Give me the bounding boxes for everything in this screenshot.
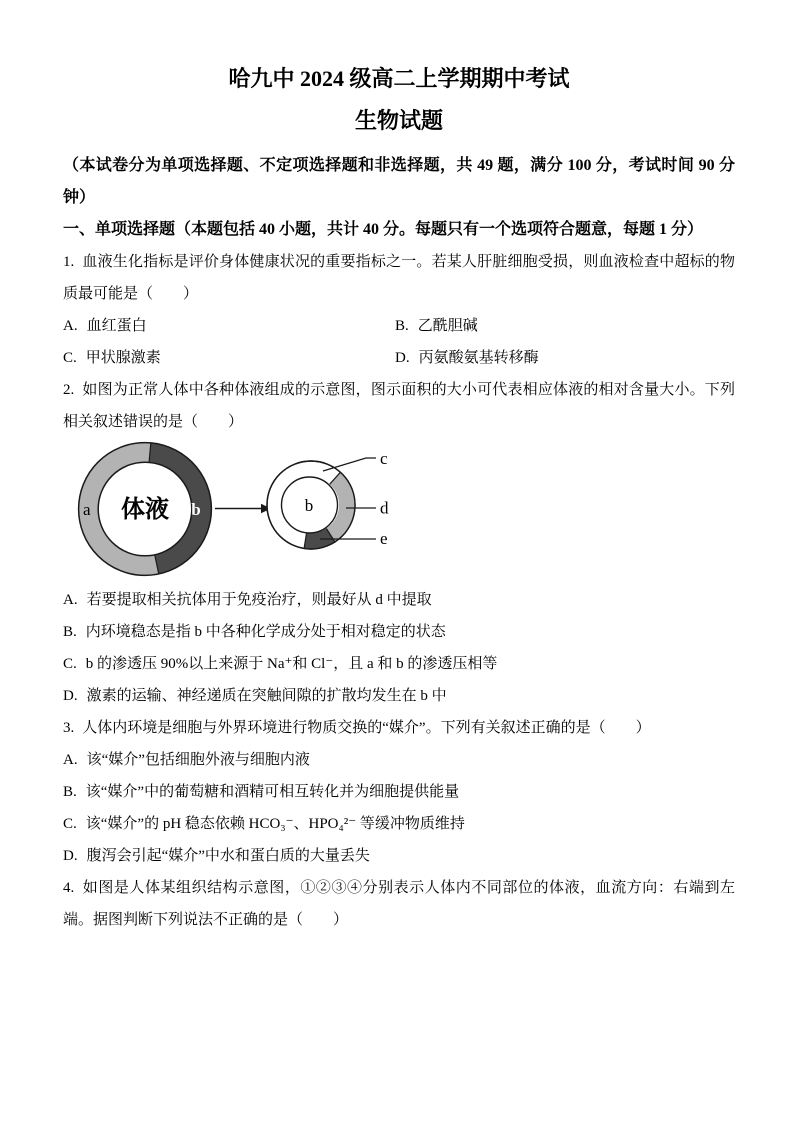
option-label: C.: [63, 816, 77, 832]
right-ring-dark-segment-e: [305, 535, 330, 541]
question-1-text: 血液生化指标是评价身体健康状况的重要指标之一。若某人肝脏细胞受损，则血液检查中超标的物质最可能是（ ）: [63, 254, 735, 302]
option-text: 内环境稳态是指 b 中各种化学成分处于相对稳定的状态: [85, 624, 446, 640]
question-2-stem: [63, 374, 735, 438]
left-ring-group: [79, 443, 212, 576]
option-label: B.: [63, 624, 77, 640]
question-1-option-c: [63, 342, 395, 374]
exam-title: 哈九中 2024 级高二上学期期中考试: [228, 66, 570, 91]
question-2-option-c: [63, 648, 735, 680]
question-3-option-c: [63, 808, 735, 840]
question-1-options-row-1: [63, 310, 735, 342]
question-1-option-b: [395, 310, 735, 342]
option-text: 腹泻会引起“媒介”中水和蛋白质的大量丢失: [86, 848, 370, 864]
question-2-option-b: [63, 616, 735, 648]
left-ring-label-a: a: [83, 500, 91, 519]
option-text: 该“媒介”中的葡萄糖和酒精可相互转化并为细胞提供能量: [85, 784, 460, 800]
question-4-stem: [63, 872, 735, 936]
left-ring-label-b: b: [191, 500, 201, 519]
option-label: B.: [395, 318, 409, 334]
question-3-option-d: [63, 840, 735, 872]
option-label: A.: [63, 752, 78, 768]
question-2-option-d: [63, 680, 735, 712]
option-text: 乙酰胆碱: [417, 318, 478, 334]
leader-line-c: [323, 458, 376, 471]
question-1-option-d: [395, 342, 735, 374]
option-text: 若要提取相关抗体用于免疫治疗，则最好从 d 中提取: [86, 592, 432, 608]
question-1-stem: [63, 246, 735, 310]
option-label: A.: [63, 592, 78, 608]
option-label: D.: [395, 350, 410, 366]
option-text: 丙氨酸氨基转移酶: [418, 350, 539, 366]
body-fluid-diagram: [63, 438, 735, 584]
question-3-stem: [63, 712, 735, 744]
question-1-number: 1.: [63, 254, 75, 270]
right-ring-label-c: c: [380, 449, 388, 468]
option-text: 激素的运输、神经递质在突触间隙的扩散均发生在 b 中: [86, 688, 447, 704]
option-text: 该“媒介”的 pH 稳态依赖 HCO₃⁻、HPO₄²⁻ 等缓冲物质维持: [85, 816, 465, 832]
option-label: D.: [63, 848, 78, 864]
right-ring-center-label: b: [304, 496, 314, 515]
question-1-option-a: [63, 310, 395, 342]
question-3-option-a: [63, 744, 735, 776]
question-3-number: 3.: [63, 720, 75, 736]
option-text: 甲状腺激素: [85, 350, 161, 366]
arrow-icon: [215, 504, 271, 513]
question-1-options-row-2: [63, 342, 735, 374]
option-label: B.: [63, 784, 77, 800]
option-label: D.: [63, 688, 78, 704]
section-one-heading: 一、单项选择题（本题包括 40 小题，共计 40 分。每题只有一个选项符合题意，每题 1 分）: [63, 221, 704, 238]
right-ring-label-d: d: [380, 498, 389, 518]
option-text: 血红蛋白: [86, 318, 147, 334]
question-3-text: 人体内环境是细胞与外界环境进行物质交换的“媒介”。下列有关叙述正确的是（ ）: [82, 720, 651, 736]
question-2-number: 2.: [63, 382, 75, 398]
option-label: A.: [63, 318, 78, 334]
question-3-option-b: [63, 776, 735, 808]
question-2-text: 如图为正常人体中各种体液组成的示意图，图示面积的大小可代表相应体液的相对含量大小。下列相关叙述错误的是（ ）: [63, 382, 735, 430]
option-label: C.: [63, 656, 77, 672]
option-text: 该“媒介”包括细胞外液与细胞内液: [86, 752, 310, 768]
option-label: C.: [63, 350, 77, 366]
question-4-number: 4.: [63, 880, 75, 896]
right-ring-group: [267, 449, 389, 549]
exam-subtitle: 生物试题: [354, 108, 443, 133]
question-4-text: 如图是人体某组织结构示意图，①②③④分别表示人体内不同部位的体液，血流方向：右端到左端。据图判断下列说法不正确的是（ ）: [63, 880, 735, 928]
body-fluid-diagram-svg: [63, 438, 753, 584]
option-text: b 的渗透压 90%以上来源于 Na⁺和 Cl⁻，且 a 和 b 的渗透压相等: [85, 656, 498, 672]
question-2-option-a: [63, 584, 735, 616]
exam-note: （本试卷分为单项选择题、不定项选择题和非选择题，共 49 题，满分 100 分，考试时间 90 分钟）: [63, 157, 735, 206]
left-ring-center-label: 体液: [121, 497, 169, 523]
right-ring-label-e: e: [380, 529, 388, 548]
